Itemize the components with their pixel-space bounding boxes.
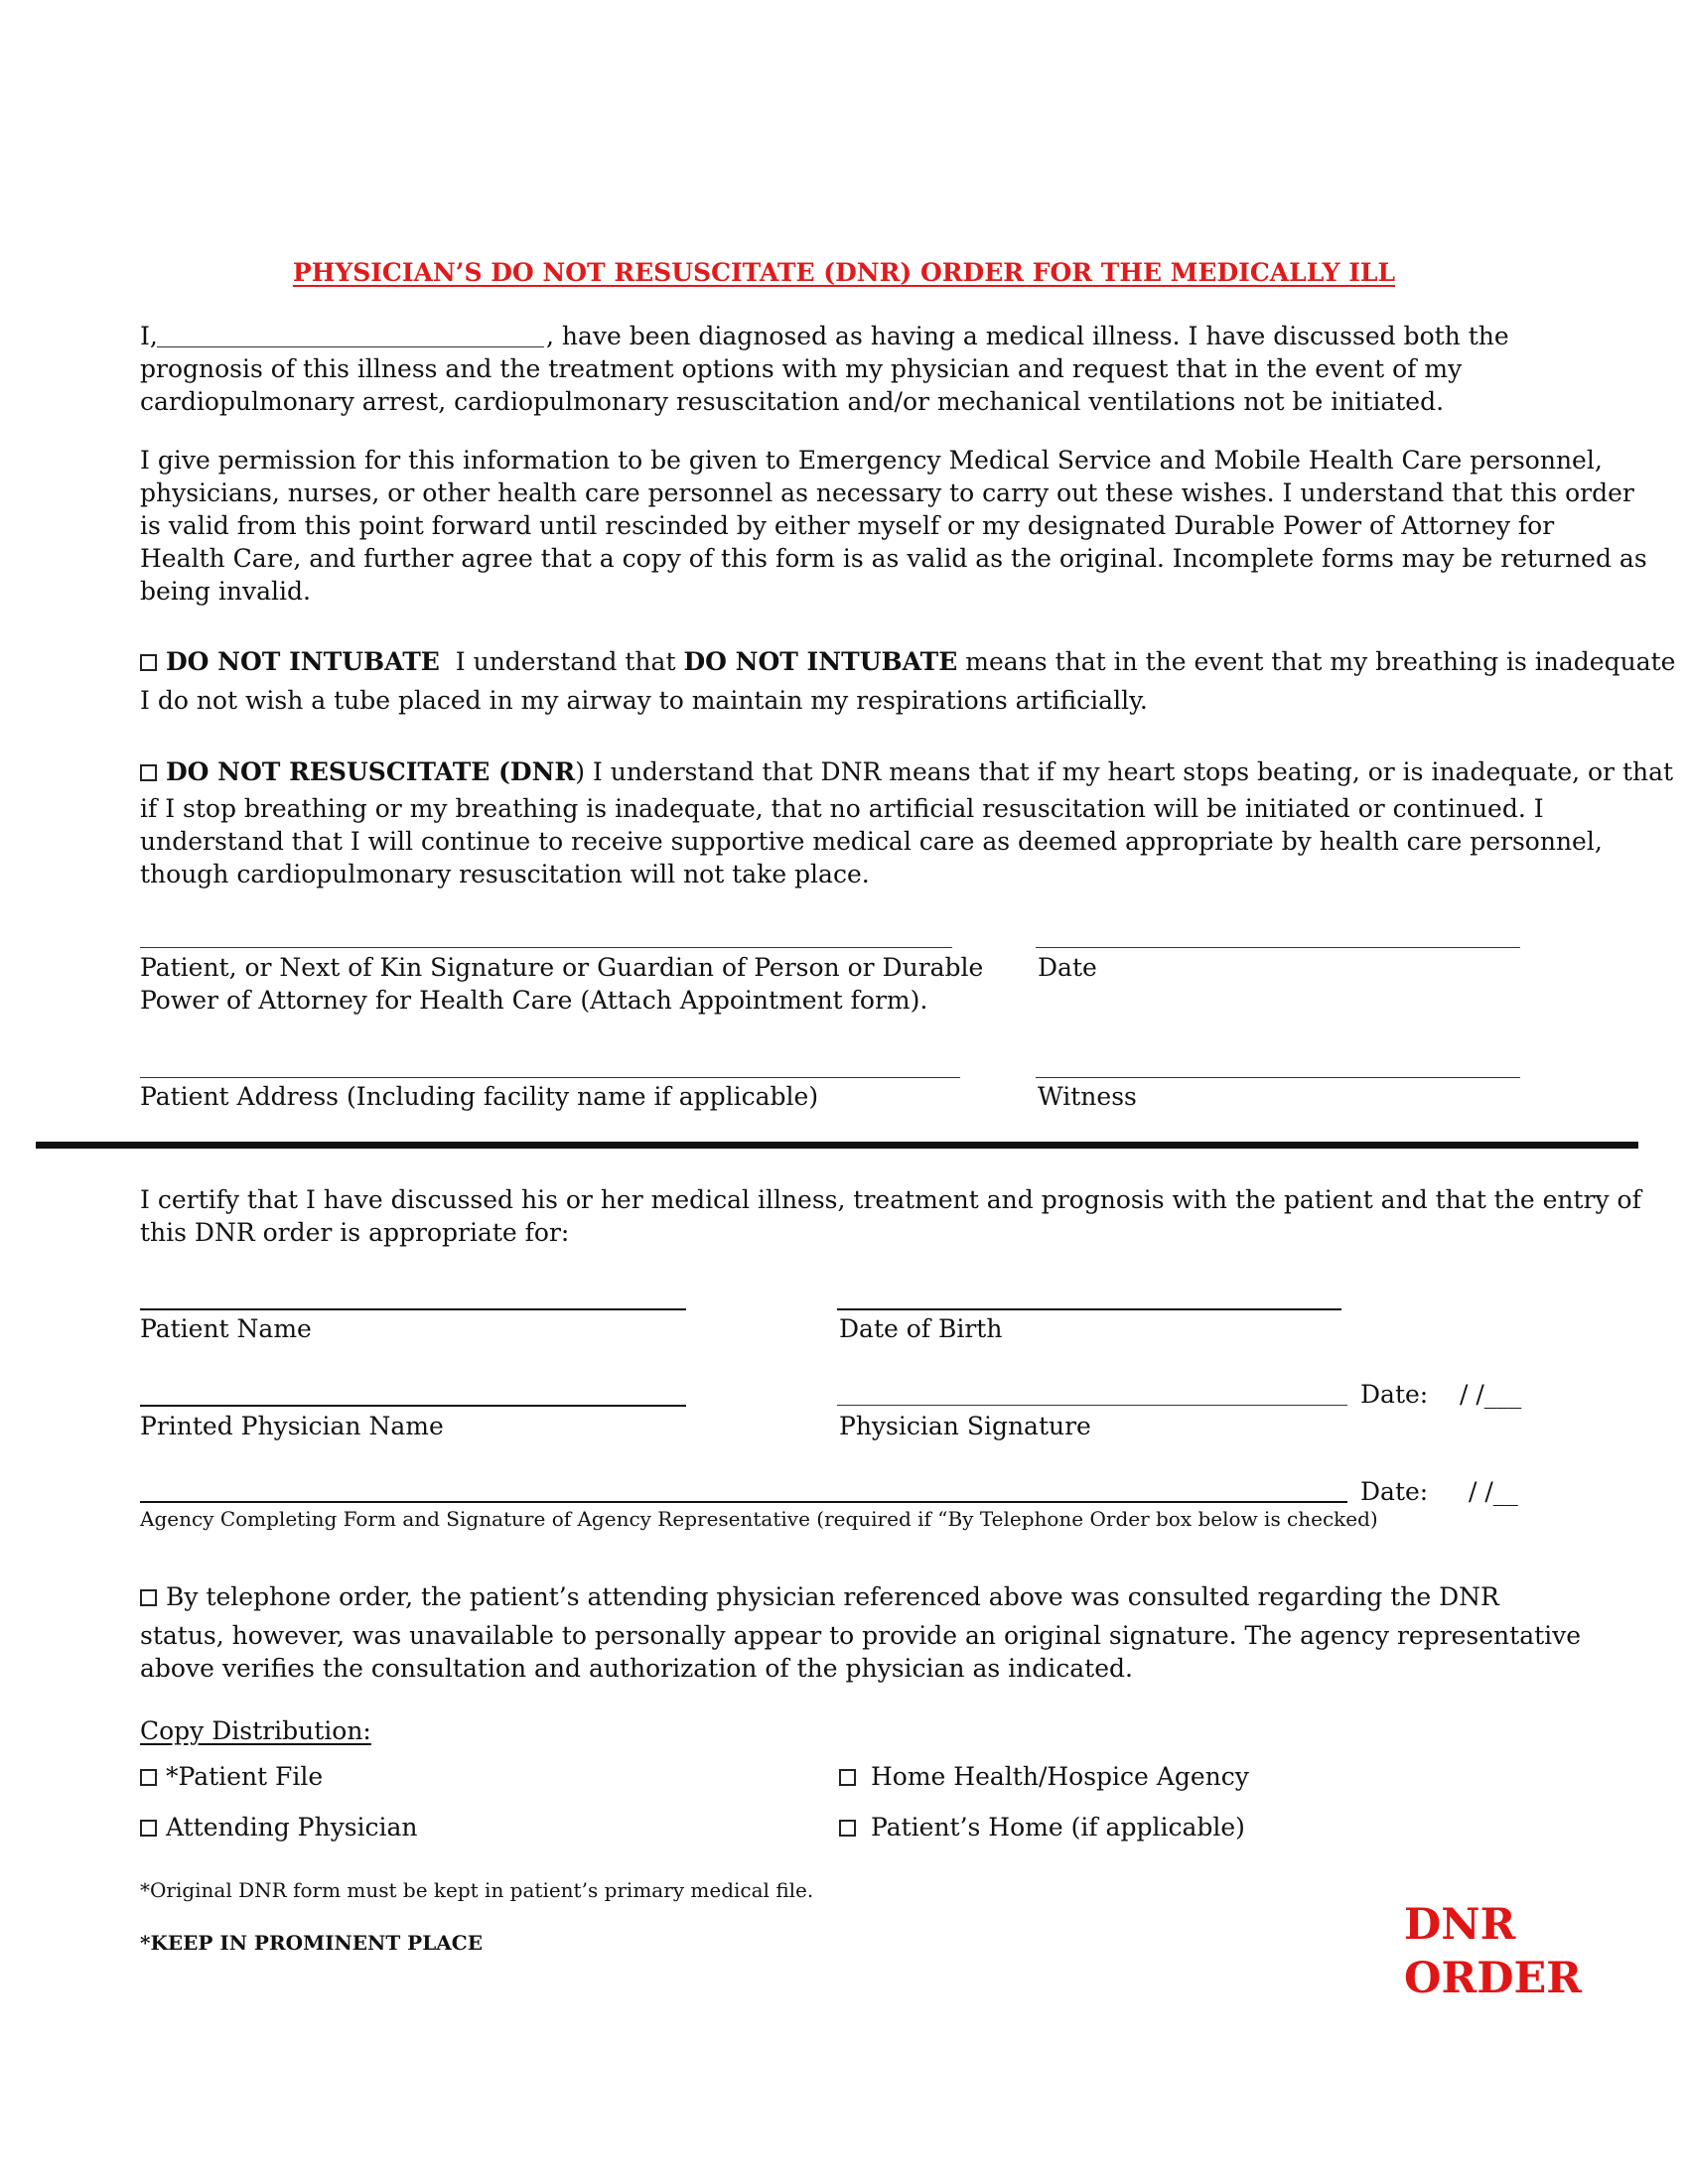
declaration-line-1: , have been diagnosed as having a medical illness. I have discussed both the	[546, 322, 1509, 350]
telephone-order-checkbox[interactable]	[140, 1589, 157, 1606]
permission-line-5: being invalid.	[140, 577, 311, 606]
patient-file-label: *Patient File	[166, 1762, 324, 1791]
dni-checkbox[interactable]	[140, 654, 157, 671]
permission-line-2: physicians, nurses, or other health care personnel as necessary to carry out these wishes. I understand that this order	[140, 478, 1634, 507]
distribution-item-attending-physician[interactable]	[140, 1811, 418, 1843]
declaration-prefix: I,	[140, 322, 158, 350]
attending-physician-label: Attending Physician	[166, 1813, 418, 1842]
physician-signature-line[interactable]	[837, 1405, 1347, 1406]
copy-distribution-heading: Copy Distribution:	[140, 1716, 371, 1745]
telephone-line-2: status, however, was unavailable to personally appear to provide an original signature. The agency representative	[140, 1621, 1582, 1650]
home-health-checkbox[interactable]	[839, 1769, 856, 1786]
dni-bold-b: DO NOT INTUBATE	[683, 647, 958, 676]
patient-date-line[interactable]	[1036, 947, 1520, 948]
agency-date-label: Date:	[1360, 1477, 1429, 1506]
dni-text-a: I understand that	[455, 647, 676, 676]
home-health-label: Home Health/Hospice Agency	[871, 1762, 1249, 1791]
certify-line-1: I certify that I have discussed his or her medical illness, treatment and prognosis with the patient and that the entry of	[140, 1185, 1641, 1214]
dni-label: DO NOT INTUBATE	[166, 647, 440, 676]
permission-line-1: I give permission for this information to be given to Emergency Medical Service and Mobile Health Care personnel,	[140, 446, 1603, 475]
printed-physician-name-label: Printed Physician Name	[140, 1412, 444, 1440]
dnr-option	[140, 755, 1673, 788]
patient-signature-label-1: Patient, or Next of Kin Signature or Guardian of Person or Durable	[140, 953, 984, 982]
patient-date-label: Date	[1038, 953, 1097, 982]
physician-signature-label: Physician Signature	[839, 1412, 1091, 1440]
patient-name-blank-line[interactable]	[157, 346, 544, 347]
declaration-line-3: cardiopulmonary arrest, cardiopulmonary resuscitation and/or mechanical ventilations not be initiated.	[140, 387, 1445, 416]
dnr-stamp-line-2: ORDER	[1404, 1954, 1582, 2003]
section-divider	[36, 1142, 1638, 1149]
agency-date-blanks[interactable]: / /__	[1469, 1477, 1518, 1506]
physician-date-label: Date:	[1360, 1380, 1429, 1409]
agency-label: Agency Completing Form and Signature of Agency Representative (required if “By Telephone Order box below is checked)	[140, 1507, 1378, 1531]
distribution-item-patient-file[interactable]	[140, 1760, 323, 1793]
original-form-note: *Original DNR form must be kept in patient’s primary medical file.	[140, 1878, 814, 1902]
certified-patient-name-line[interactable]	[140, 1308, 686, 1310]
dni-text-c: means that in the event that my breathing is inadequate	[965, 647, 1676, 676]
patient-signature-label-2: Power of Attorney for Health Care (Attach Appointment form).	[140, 986, 928, 1015]
physician-date-blanks[interactable]: / /___	[1460, 1380, 1522, 1409]
distribution-item-patients-home[interactable]	[839, 1811, 1245, 1843]
dni-line-2: I do not wish a tube placed in my airway to maintain my respirations artificially.	[140, 686, 1148, 715]
telephone-option	[140, 1580, 1499, 1613]
dnr-line-3: understand that I will continue to receive supportive medical care as deemed appropriate by health care personnel,	[140, 827, 1603, 856]
patient-address-line[interactable]	[140, 1077, 960, 1078]
dnr-order-stamp	[1404, 1898, 1582, 2005]
dnr-checkbox[interactable]	[140, 764, 157, 781]
permission-line-4: Health Care, and further agree that a copy of this form is as valid as the original. Incomplete forms may be returned as	[140, 544, 1647, 573]
patient-signature-line[interactable]	[140, 947, 952, 948]
telephone-line-1: By telephone order, the patient’s attending physician referenced above was consulted regarding the DNR	[166, 1582, 1499, 1611]
keep-prominent-note: *KEEP IN PROMINENT PLACE	[140, 1931, 483, 1955]
distribution-item-home-health[interactable]	[839, 1760, 1249, 1793]
witness-label: Witness	[1038, 1082, 1137, 1111]
patient-address-label: Patient Address (Including facility name if applicable)	[140, 1082, 819, 1111]
date-of-birth-label: Date of Birth	[839, 1314, 1003, 1343]
printed-physician-name-line[interactable]	[140, 1405, 686, 1407]
dnr-line-1-rest: ) I understand that DNR means that if my heart stops beating, or is inadequate, or that	[575, 757, 1674, 786]
patient-file-checkbox[interactable]	[140, 1769, 157, 1786]
witness-line[interactable]	[1036, 1077, 1520, 1078]
patient-name-label: Patient Name	[140, 1314, 312, 1343]
date-of-birth-line[interactable]	[837, 1308, 1341, 1310]
dnr-label: DO NOT RESUSCITATE (DNR	[166, 757, 576, 786]
declaration-line-2: prognosis of this illness and the treatment options with my physician and request that in the event of my	[140, 354, 1463, 383]
telephone-line-3: above verifies the consultation and authorization of the physician as indicated.	[140, 1654, 1133, 1683]
permission-line-3: is valid from this point forward until rescinded by either myself or my designated Durable Power of Attorney for	[140, 511, 1555, 540]
certify-line-2: this DNR order is appropriate for:	[140, 1218, 570, 1247]
dni-option	[140, 645, 1675, 678]
form-title	[0, 258, 1688, 287]
patients-home-label: Patient’s Home (if applicable)	[871, 1813, 1245, 1842]
form-title-text: PHYSICIAN’S DO NOT RESUSCITATE (DNR) ORDER FOR THE MEDICALLY ILL	[292, 258, 1396, 287]
dnr-stamp-line-1: DNR	[1404, 1900, 1516, 1950]
attending-physician-checkbox[interactable]	[140, 1820, 157, 1837]
agency-signature-line[interactable]	[140, 1501, 1347, 1503]
dnr-line-2: if I stop breathing or my breathing is inadequate, that no artificial resuscitation will be initiated or continued. I	[140, 794, 1544, 823]
dnr-line-4: though cardiopulmonary resuscitation will not take place.	[140, 860, 870, 888]
patients-home-checkbox[interactable]	[839, 1820, 856, 1837]
